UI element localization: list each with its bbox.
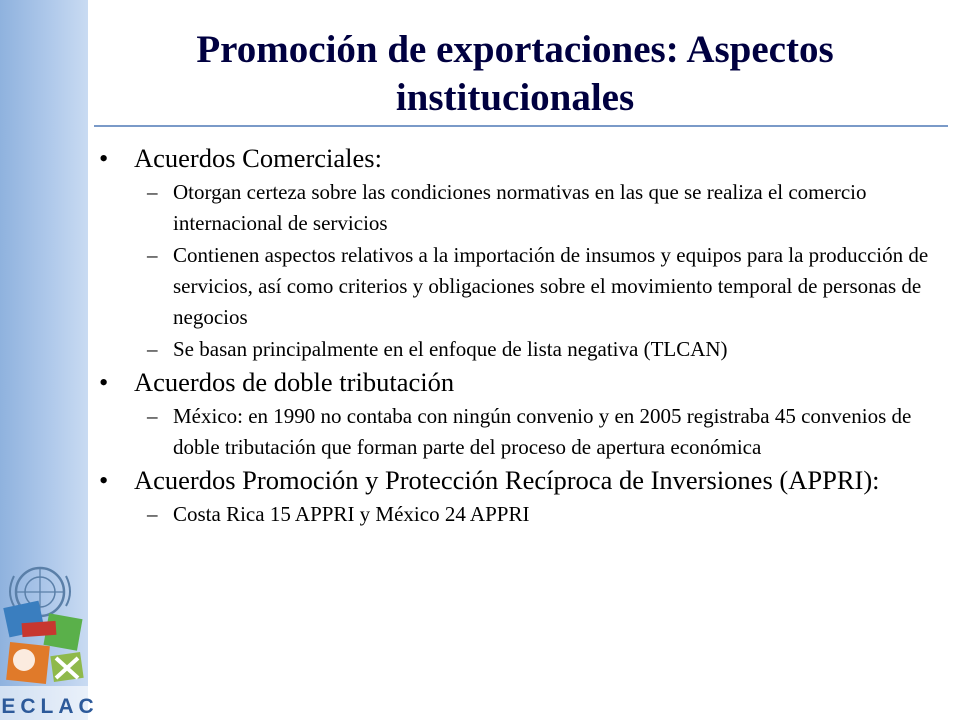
bullet-appri	[94, 464, 944, 497]
bullet-text: Acuerdos Promoción y Protección Recíproca de Inversiones (APPRI):	[134, 465, 880, 495]
sub-bullet-text: Costa Rica 15 APPRI y México 24 APPRI	[173, 502, 530, 526]
sub-bullet	[94, 499, 944, 530]
bullet-marker: •	[99, 367, 109, 397]
dash-marker: –	[147, 337, 158, 361]
bullet-marker: •	[99, 465, 109, 495]
sub-bullet-text: Contienen aspectos relativos a la importación de insumos y equipos para la producción de servicios, así como criterios y obligaciones sobre el movimiento temporal de personas de negocios	[173, 243, 929, 329]
title-divider	[94, 125, 948, 127]
bullet-text: Acuerdos Comerciales:	[134, 143, 382, 173]
sub-bullet-text: Otorgan certeza sobre las condiciones normativas en las que se realiza el comercio internacional de servicios	[173, 180, 867, 235]
sub-bullet	[94, 334, 944, 365]
bullet-marker: •	[99, 143, 109, 173]
slide-title: Promoción de exportaciones: Aspectos institucionales	[196, 28, 834, 119]
sub-bullet	[94, 177, 944, 239]
dash-marker: –	[147, 180, 158, 204]
dash-marker: –	[147, 502, 158, 526]
eclac-logo	[0, 562, 100, 720]
bullet-acuerdos-comerciales	[94, 142, 944, 175]
sub-bullet	[94, 401, 944, 463]
bullet-doble-tributacion	[94, 366, 944, 399]
sub-bullet	[94, 240, 944, 333]
dash-marker: –	[147, 243, 158, 267]
sub-bullet-text: Se basan principalmente en el enfoque de lista negativa (TLCAN)	[173, 337, 728, 361]
slide-body	[94, 142, 944, 531]
dash-marker: –	[147, 404, 158, 428]
bullet-text: Acuerdos de doble tributación	[134, 367, 455, 397]
sub-bullet-text: México: en 1990 no contaba con ningún convenio y en 2005 registraba 45 convenios de doble tributación que forman parte del proceso de apertura económica	[173, 404, 912, 459]
logo-text: ECLAC	[1, 695, 99, 718]
